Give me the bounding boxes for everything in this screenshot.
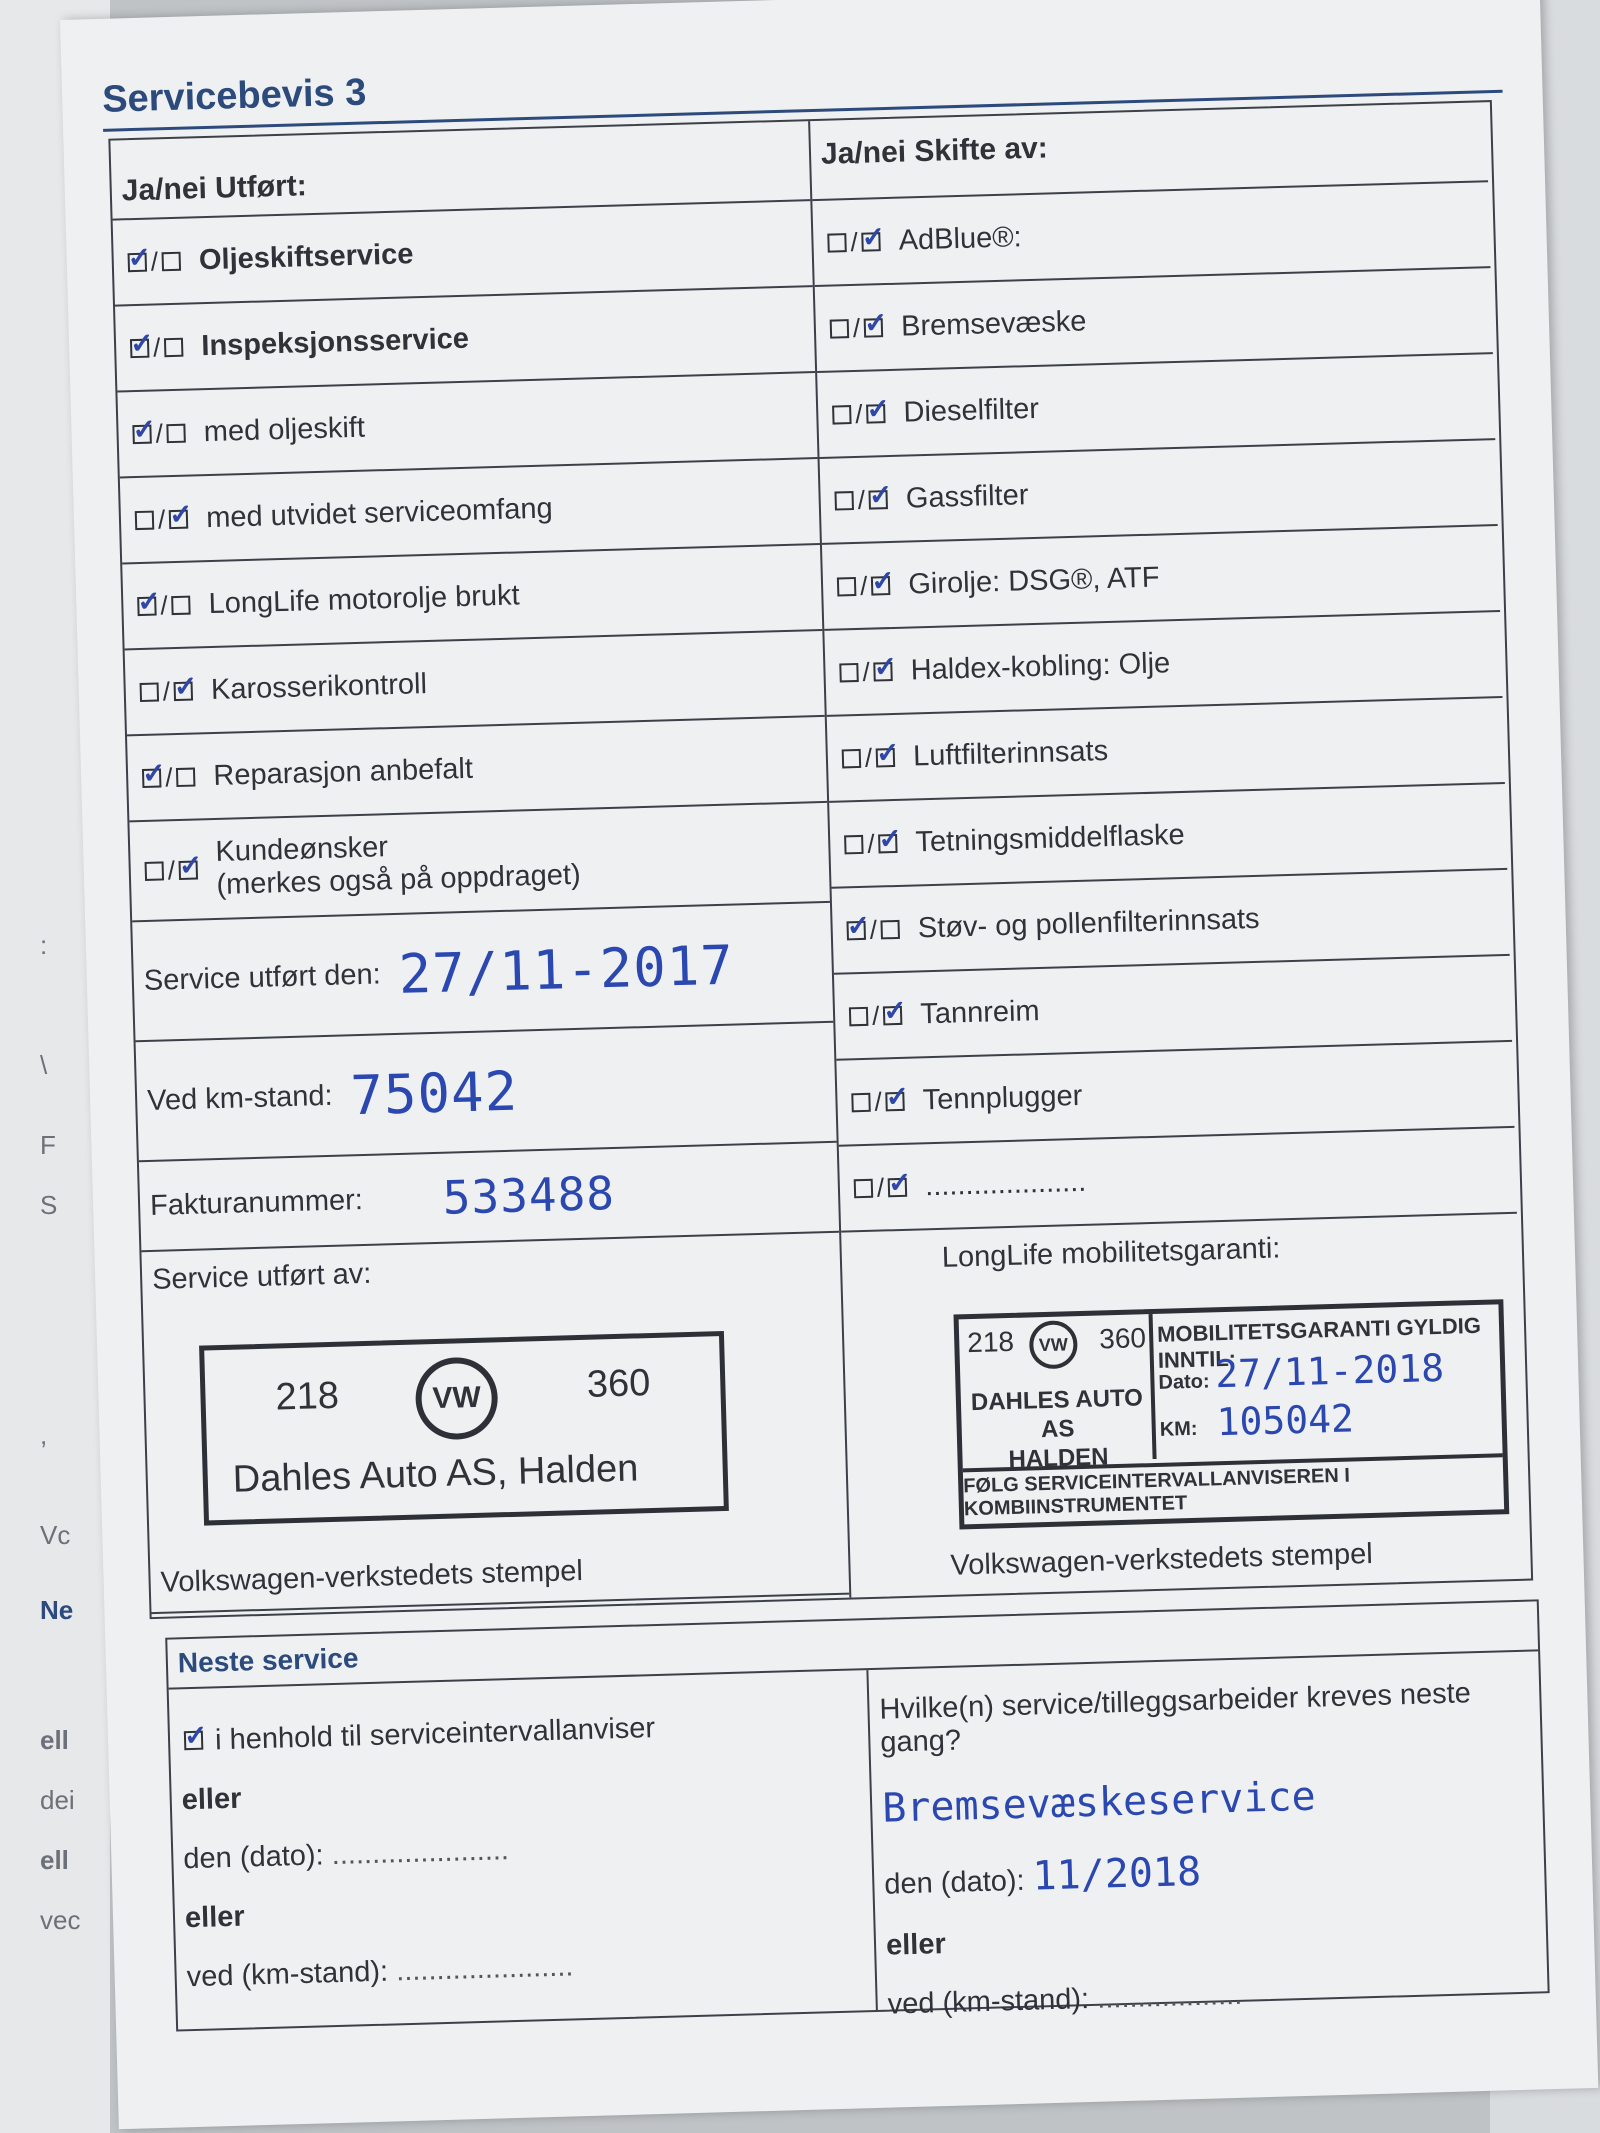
- workshop-stamp: [199, 1331, 729, 1526]
- stamp-number-right: 360: [1098, 1322, 1147, 1355]
- checkbox-ja[interactable]: [842, 748, 862, 768]
- mobility-footer: FØLG SERVICEINTERVALLANVISEREN I KOMBIINSTRUMENTET: [963, 1453, 1504, 1524]
- checkbox-nei[interactable]: [164, 337, 184, 357]
- mobility-date-label: Dato:: [1158, 1370, 1210, 1394]
- checkbox-nei[interactable]: [876, 747, 896, 767]
- checklist-label: Kundeønsker (merkes også på oppdraget): [215, 830, 582, 901]
- next-work-answer-row: [882, 1768, 1533, 1832]
- slash-separator: /: [152, 331, 161, 363]
- checkbox-nei[interactable]: [885, 1091, 905, 1111]
- slash-separator: /: [864, 742, 873, 773]
- checkbox-nei[interactable]: [878, 833, 898, 853]
- right-km-dots: ..................: [1096, 1978, 1243, 2015]
- checkbox-nei[interactable]: [883, 1005, 903, 1025]
- checkbox-ja[interactable]: [844, 834, 864, 854]
- checkbox-nei[interactable]: [861, 232, 881, 252]
- slash-separator: /: [857, 484, 866, 515]
- ja-nei-checkboxes: [840, 827, 902, 860]
- slash-separator: /: [159, 589, 169, 620]
- checkbox-nei[interactable]: [171, 595, 191, 615]
- slash-separator: /: [852, 312, 861, 343]
- stamp-number-left: 218: [966, 1325, 1015, 1359]
- next-service-section: [165, 1599, 1549, 2031]
- slash-separator: /: [155, 417, 164, 448]
- right-km-row: [887, 1971, 1538, 2022]
- checkbox-nei[interactable]: [176, 767, 196, 787]
- checklist-label: Tannreim: [919, 994, 1041, 1030]
- ja-nei-checkboxes: [825, 312, 887, 345]
- workshop-stamp-area: [141, 1233, 849, 1614]
- slash-separator: /: [871, 1000, 880, 1031]
- ja-nei-checkboxes: [135, 675, 197, 708]
- checkbox-ja[interactable]: [130, 338, 150, 358]
- km-value: 75042: [349, 1059, 519, 1127]
- checkbox-ja[interactable]: [827, 233, 847, 253]
- ja-nei-checkboxes: [131, 503, 193, 536]
- interval-option: [180, 1706, 859, 1758]
- checkbox-ja[interactable]: [830, 319, 850, 339]
- checkbox-ja[interactable]: [135, 510, 155, 530]
- ja-nei-checkboxes: [823, 226, 885, 259]
- checkbox-nei[interactable]: [174, 681, 194, 701]
- checklist-label: Luftfilterinnsats: [912, 734, 1109, 772]
- checkbox-nei[interactable]: [169, 509, 189, 529]
- edge-fragment: ,: [40, 1420, 48, 1450]
- ja-nei-checkboxes: [828, 397, 890, 430]
- slash-separator: /: [167, 854, 176, 885]
- checklist-label: Tetningsmiddelflaske: [915, 818, 1186, 858]
- ja-nei-checkboxes: [842, 913, 904, 946]
- checkbox-nei[interactable]: [864, 318, 884, 338]
- checklist-label: ....................: [924, 1165, 1087, 1202]
- km-label: Ved km-stand:: [146, 1079, 333, 1117]
- ja-nei-checkboxes: [128, 417, 190, 450]
- ja-nei-checkboxes: [837, 741, 899, 774]
- mobility-title: MOBILITETSGARANTI GYLDIG INNTIL:: [1156, 1312, 1482, 1373]
- stamp-dealer-name: DAHLES AUTO AS HALDEN: [970, 1384, 1144, 1473]
- stamp-number-left: 218: [274, 1374, 340, 1419]
- slash-separator: /: [869, 914, 878, 945]
- ja-nei-checkboxes: [845, 999, 907, 1032]
- left-column-header: Ja/nei Utført:: [110, 121, 810, 220]
- checkbox-ja[interactable]: [834, 491, 854, 511]
- checkbox-nei[interactable]: [888, 1177, 908, 1197]
- slash-separator: /: [876, 1171, 885, 1203]
- edge-fragment: vec: [40, 1905, 81, 1935]
- stamp-number-right: 360: [586, 1362, 651, 1406]
- checkbox-ja[interactable]: [839, 662, 859, 682]
- stamp-caption-left: Volkswagen-verkstedets stempel: [160, 1555, 584, 1599]
- ja-nei-checkboxes: [138, 761, 200, 794]
- next-work-answer: Bremsevæskeservice: [881, 1773, 1317, 1832]
- checkbox-ja[interactable]: [837, 576, 857, 596]
- ja-nei-checkboxes: [835, 655, 897, 688]
- checkbox-nei[interactable]: [869, 490, 889, 510]
- checkbox-ja[interactable]: [145, 861, 165, 881]
- checklist-row: [129, 803, 830, 922]
- slash-separator: /: [150, 245, 159, 277]
- edge-fragment: ell: [40, 1725, 69, 1755]
- slash-separator: /: [164, 761, 173, 792]
- checklist-label: med utvidet serviceomfang: [205, 491, 554, 534]
- checkbox-ja[interactable]: [832, 405, 852, 425]
- slash-separator: /: [850, 226, 859, 257]
- slash-separator: /: [866, 828, 875, 859]
- ja-nei-checkboxes: [140, 854, 202, 887]
- right-km-label: ved (km-stand):: [887, 1983, 1090, 2021]
- edge-fragment: ell: [40, 1845, 69, 1875]
- right-date-row: [884, 1840, 1535, 1904]
- service-date-label: Service utført den:: [143, 957, 382, 997]
- checkbox-nei[interactable]: [873, 662, 893, 682]
- checklist-label: AdBlue®:: [898, 220, 1023, 257]
- checkbox-ja[interactable]: [137, 596, 157, 616]
- checklist-label: Oljeskiftservice: [198, 237, 414, 276]
- ja-nei-checkboxes: [133, 589, 195, 622]
- service-certificate-page: [60, 0, 1598, 2129]
- edge-fragment: S: [40, 1190, 58, 1220]
- replaced-column: [810, 102, 1527, 1597]
- checkbox-ja[interactable]: [854, 1178, 874, 1198]
- performed-by-label: Service utført av:: [151, 1257, 372, 1296]
- checklist-label: Tennplugger: [922, 1079, 1083, 1116]
- ja-nei-checkboxes: [833, 569, 895, 602]
- checkbox-nei[interactable]: [167, 423, 187, 443]
- checkbox-nei[interactable]: [179, 860, 199, 880]
- right-date-value: 11/2018: [1031, 1848, 1202, 1900]
- next-date-label: den (dato):: [182, 1839, 325, 1876]
- interval-option-label: i henhold til serviceintervallanviser: [214, 1712, 656, 1757]
- ja-nei-checkboxes: [830, 483, 892, 516]
- checkbox-ja[interactable]: [140, 682, 160, 702]
- slash-separator: /: [157, 503, 166, 534]
- edge-fragment: dei: [40, 1785, 75, 1815]
- checkbox-nei[interactable]: [866, 404, 886, 424]
- slash-separator: /: [162, 675, 171, 706]
- ja-nei-checkboxes: [123, 245, 185, 278]
- checkbox-ja[interactable]: [132, 424, 152, 444]
- mobility-label: LongLife mobilitetsgaranti:: [941, 1232, 1281, 1274]
- next-date-row: [183, 1824, 862, 1876]
- service-date-value: 27/11-2017: [397, 933, 735, 1006]
- next-date-dots: ......................: [331, 1834, 510, 1872]
- checklist-label: Dieselfilter: [903, 392, 1040, 429]
- checklist-label: Girolje: DSG®, ATF: [907, 561, 1160, 601]
- checklist-label: Haldex-kobling: Olje: [910, 646, 1171, 686]
- mobility-km-label: KM:: [1159, 1417, 1198, 1441]
- checkbox-ja[interactable]: [849, 1006, 869, 1026]
- slash-separator: /: [859, 570, 868, 601]
- invoice-value: 533488: [442, 1165, 616, 1225]
- vw-logo-icon: VW: [1029, 1320, 1078, 1369]
- mobility-stamp: [953, 1299, 1509, 1529]
- checkbox-ja[interactable]: [142, 768, 162, 788]
- vw-logo-icon: VW: [415, 1356, 499, 1440]
- next-service-header: Neste service: [167, 1601, 1538, 1689]
- ja-nei-checkboxes: [847, 1085, 909, 1118]
- next-service-right: [868, 1651, 1547, 2021]
- checkbox-ja[interactable]: [128, 252, 148, 272]
- checklist-label: Inspeksjonsservice: [200, 322, 470, 362]
- checklist-label: Karosserikontroll: [210, 667, 428, 706]
- next-km-label: ved (km-stand):: [186, 1955, 389, 1994]
- performed-column: [110, 121, 851, 1617]
- stamp-dealer-box: [959, 1314, 1157, 1473]
- edge-fragment: F: [40, 1130, 56, 1160]
- mobility-km-value: 105042: [1215, 1396, 1355, 1445]
- eller-label: eller: [184, 1900, 246, 1935]
- mobility-date-value: 27/11-2018: [1214, 1345, 1445, 1397]
- checklist-label: Bremsevæske: [900, 304, 1087, 343]
- next-km-row: [186, 1942, 865, 1994]
- checkbox-nei[interactable]: [881, 919, 901, 939]
- ja-nei-checkboxes: [849, 1171, 911, 1204]
- ja-nei-checkboxes: [126, 331, 188, 364]
- next-work-question: Hvilke(n) service/tilleggsarbeider kreves neste gang?: [879, 1677, 1472, 1759]
- invoice-label: Fakturanummer:: [149, 1183, 364, 1222]
- slash-separator: /: [854, 398, 863, 429]
- checklist-label: Reparasjon anbefalt: [212, 752, 474, 792]
- slash-separator: /: [862, 656, 871, 687]
- next-service-left: [169, 1670, 878, 2029]
- service-table: [108, 100, 1533, 1619]
- slash-separator: /: [874, 1085, 883, 1117]
- edge-fragment: :: [40, 930, 48, 960]
- checklist-label: LongLife motorolje brukt: [208, 578, 521, 620]
- checklist-label: Støv- og pollenfilterinnsats: [917, 902, 1260, 944]
- checkbox-nei[interactable]: [162, 251, 182, 271]
- eller-label: eller: [885, 1928, 947, 1962]
- checkbox-nei[interactable]: [871, 576, 891, 596]
- mobility-stamp-area: [841, 1214, 1527, 1598]
- stamp-dealer-name: Dahles Auto AS, Halden: [232, 1447, 639, 1501]
- service-date-row: [132, 903, 833, 1042]
- stamp-caption-right: Volkswagen-verkstedets stempel: [950, 1537, 1374, 1582]
- edge-fragment: \: [40, 1050, 48, 1080]
- right-column-header: Ja/nei Skifte av:: [810, 102, 1488, 201]
- edge-fragment: Ne: [40, 1595, 74, 1625]
- checkbox-ja[interactable]: [846, 920, 866, 940]
- page-title: Servicebevis 3: [101, 71, 367, 121]
- checkbox-interval[interactable]: [184, 1731, 204, 1751]
- checklist-label: med oljeskift: [203, 411, 366, 448]
- checkbox-ja[interactable]: [851, 1092, 871, 1112]
- eller-label: eller: [181, 1782, 242, 1817]
- next-km-dots: ......................: [395, 1950, 574, 1988]
- km-row: [136, 1023, 837, 1162]
- right-date-label: den (dato):: [883, 1864, 1026, 1901]
- edge-fragment: Vc: [40, 1520, 71, 1550]
- checklist-label: Gassfilter: [905, 478, 1029, 515]
